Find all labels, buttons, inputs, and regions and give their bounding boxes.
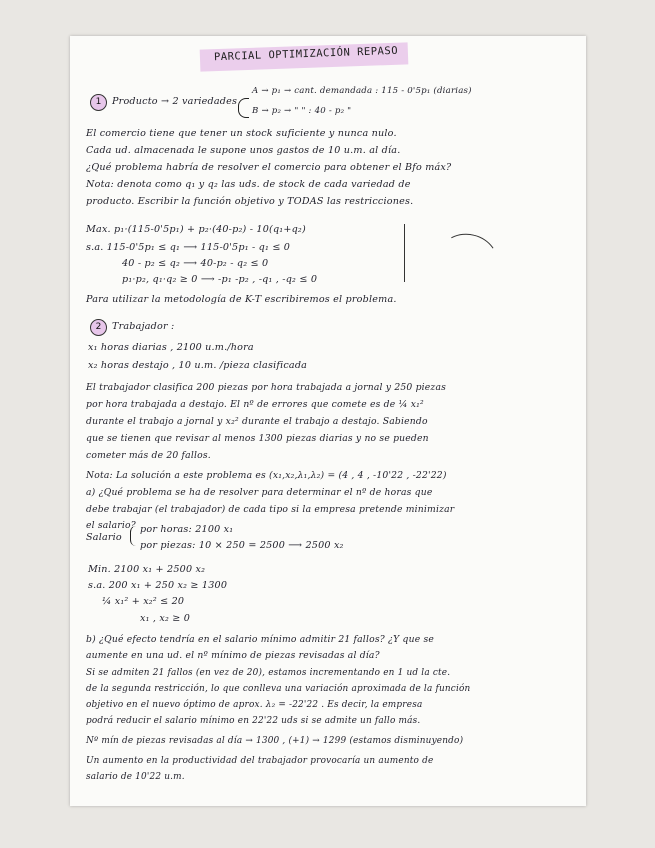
ex2-answer: Si se admiten 21 fallos (en vez de 20), estamos incrementando en 1 ud la cte.: [86, 668, 451, 678]
ex2-question-b: b) ¿Qué efecto tendría en el salario mínimo admitir 21 fallos? ¿Y que se: [86, 634, 434, 645]
exercise-2-number: 2: [90, 319, 107, 336]
ex1-lead: Producto → 2 variedades: [112, 96, 238, 107]
ex2-line: durante el trabajo a jornal y x₂² durante el trabajo a destajo. Sabiendo: [86, 416, 428, 427]
ex2-answer: de la segunda restricción, lo que conlleva una variación aproximada de la función: [86, 684, 471, 694]
ex2-answer: podrá reducir el salario mínimo en 22'22 uds si se admite un fallo más.: [86, 716, 421, 726]
salario-pieces: por piezas: 10 × 250 = 2500 ⟶ 2500 x₂: [140, 540, 344, 551]
arrow-curve: [433, 228, 504, 293]
ex1-line: Cada ud. almacenada le supone unos gastos de 10 u.m. al día.: [86, 145, 401, 156]
ex2-constraint: x₁ , x₂ ≥ 0: [140, 613, 191, 624]
exercise-1-number: 1: [90, 94, 107, 111]
ex2-answer: objetivo en el nuevo óptimo de aprox. λ₂ = -22'22 . Es decir, la empresa: [86, 700, 423, 710]
ex1-objective: Max. p₁·(115-0'5p₁) + p₂·(40-p₂) - 10(q₁+q₂): [86, 224, 306, 235]
ex2-answer: Un aumento en la productividad del trabajador provocaría un aumento de: [86, 756, 434, 766]
ex2-objective: Min. 2100 x₁ + 2500 x₂: [88, 564, 206, 575]
ex1-footer: Para utilizar la metodología de K-T escribiremos el problema.: [86, 294, 397, 305]
ex2-question-a: a) ¿Qué problema se ha de resolver para determinar el nº de horas que: [86, 487, 433, 498]
ex1-branch-a: A → p₁ → cant. demandada : 115 - 0'5p₁ (diarias): [252, 86, 472, 96]
ex1-constraint: p₁·p₂, q₁·q₂ ≥ 0 ⟶ -p₁ -p₂ , -q₁ , -q₂ ≤ 0: [122, 274, 318, 285]
ex2-answer: Nº mín de piezas revisadas al día → 1300 , (+1) → 1299 (estamos disminuyendo): [86, 736, 464, 746]
ex1-line: ¿Qué problema habría de resolver el comercio para obtener el Bfo máx?: [86, 162, 452, 173]
brace: [130, 526, 137, 546]
bracket-line: [404, 224, 407, 282]
ex2-x1: x₁ horas diarias , 2100 u.m./hora: [88, 342, 254, 353]
ex1-constraint: s.a. 115-0'5p₁ ≤ q₁ ⟶ 115-0'5p₁ - q₁ ≤ 0: [86, 242, 291, 253]
ex1-line: El comercio tiene que tener un stock suficiente y nunca nulo.: [86, 128, 397, 139]
ex1-line: Nota: denota como q₁ y q₂ las uds. de stock de cada variedad de: [86, 179, 411, 190]
ex2-constraint: ¼ x₁² + x₂² ≤ 20: [102, 596, 185, 607]
ex2-question-b: aumente en una ud. el nº mínimo de piezas revisadas al día?: [86, 650, 380, 661]
ex2-line: El trabajador clasifica 200 piezas por hora trabajada a jornal y 250 piezas: [86, 382, 447, 393]
ex2-constraint: s.a. 200 x₁ + 250 x₂ ≥ 1300: [88, 580, 228, 591]
salario-label: Salario: [86, 532, 122, 543]
ex2-x2: x₂ horas destajo , 10 u.m. /pieza clasificada: [88, 360, 308, 371]
ex1-branch-b: B → p₂ → " " : 40 - p₂ ": [252, 106, 352, 116]
ex2-line: cometer más de 20 fallos.: [86, 450, 211, 461]
ex1-line: producto. Escribir la función objetivo y TODAS las restricciones.: [86, 196, 414, 207]
ex2-note: Nota: La solución a este problema es (x₁,x₂,λ₁,λ₂) = (4 , 4 , -10'22 , -22'22): [86, 470, 447, 481]
ex1-constraint: 40 - p₂ ≤ q₂ ⟶ 40-p₂ - q₂ ≤ 0: [122, 258, 269, 269]
ex2-line: que se tienen que revisar al menos 1300 piezas diarias y no se pueden: [86, 433, 429, 444]
ex2-answer: salario de 10'22 u.m.: [86, 772, 185, 782]
page-title: PARCIAL OPTIMIZACIÓN REPASO: [213, 44, 399, 64]
notebook-page: [70, 36, 586, 806]
salario-hours: por horas: 2100 x₁: [140, 524, 234, 535]
ex2-question-a: el salario?: [86, 520, 136, 531]
ex2-question-a: debe trabajar (el trabajador) de cada tipo si la empresa pretende minimizar: [86, 504, 455, 515]
brace: [238, 98, 249, 118]
ex2-lead: Trabajador :: [112, 321, 175, 332]
ex2-line: por hora trabajada a destajo. El nº de errores que comete es de ¼ x₁²: [86, 399, 424, 410]
